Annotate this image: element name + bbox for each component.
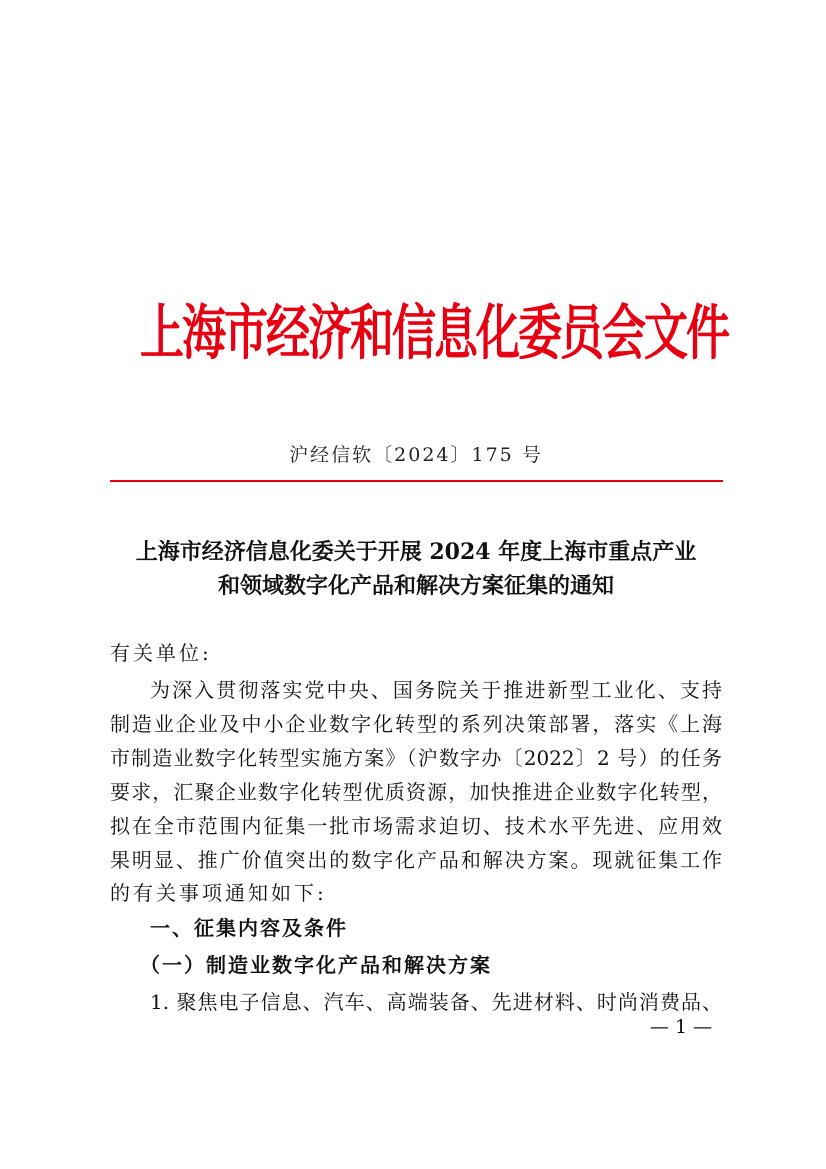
paragraph-line: 拟在全市范围内征集一批市场需求迫切、技术水平先进、应用效: [110, 814, 722, 838]
subsection-heading: （一）制造业数字化产品和解决方案: [140, 953, 492, 977]
notice-title-line2: 和领域数字化产品和解决方案征集的通知: [217, 573, 614, 599]
salutation: 有关单位:: [110, 641, 212, 665]
paragraph-line: 的有关事项通知如下:: [110, 881, 327, 905]
section-heading: 一、征集内容及条件: [150, 916, 348, 940]
paragraph-line: 1. 聚焦电子信息、汽车、高端装备、先进材料、时尚消费品、: [150, 990, 722, 1014]
document-number: 沪经信软〔2024〕175 号: [289, 444, 543, 466]
paragraph-line: 为深入贯彻落实党中央、国务院关于推进新型工业化、支持: [150, 678, 722, 702]
notice-title-line1: 上海市经济信息化委关于开展 2024 年度上海市重点产业: [135, 539, 697, 565]
paragraph-line: 果明显、推广价值突出的数字化产品和解决方案。现就征集工作: [110, 848, 722, 872]
page-number: — 1 —: [650, 1016, 713, 1038]
paragraph-line: 制造业企业及中小企业数字化转型的系列决策部署，落实《上海: [110, 712, 722, 736]
paragraph-line: 要求，汇聚企业数字化转型优质资源，加快推进企业数字化转型，: [110, 780, 722, 804]
red-divider: [110, 480, 723, 482]
issuer-title: 上海市经济和信息化委员会文件: [140, 299, 728, 369]
paragraph-line: 市制造业数字化转型实施方案》（沪数字办〔2022〕2 号）的任务: [110, 746, 722, 770]
